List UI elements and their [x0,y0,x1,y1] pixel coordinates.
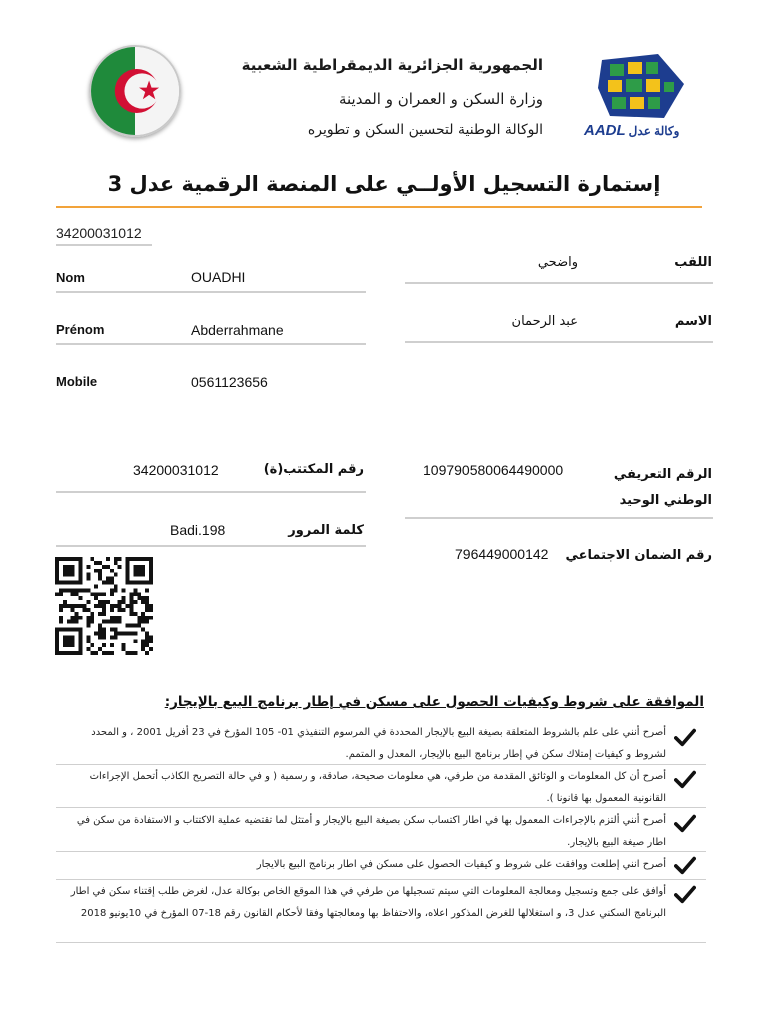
divider [405,341,713,343]
term-item-1 [56,722,706,766]
divider [56,942,706,943]
field-value-password: Badi.198 [170,522,226,538]
algeria-flag-icon [89,45,181,137]
divider [405,517,713,519]
term-text: أصرح أنني ألتزم بالإجراءات المعمول بها في اطار اكتساب سكن بصيغة البيع بالإيجار و أمتثل لما تقتضيه عملية الاكتتاب و الاستفادة من سكن في اطار صيغة البيع بالإيجار. [76,815,666,848]
checkmark-icon [674,812,696,834]
qr-code-icon [55,557,153,655]
field-label-mobile: Mobile [56,374,98,389]
divider [56,291,366,293]
divider [56,244,152,246]
title-divider [56,206,702,208]
field-value-nom: OUADHI [191,269,246,285]
checkmark-icon [674,883,696,905]
field-value-laqab: واضحي [537,255,578,270]
form-title: إستمارة التسجيل الأولــي على المنصة الرقمية عدل 3 [107,172,661,196]
field-value-prenom: Abderrahmane [191,322,284,338]
divider [56,764,706,765]
divider [56,851,706,852]
registration-number: 34200031012 [56,225,142,241]
aadl-latin: AADL [584,122,626,139]
field-value-mobile: 0561123656 [191,374,268,390]
term-text: أصرح أن كل المعلومات و الوثائق المقدمة من طرفي، هي معلومات صحيحة، صادقة، و رسمية ( و في حالة التصريح الكاذب أتحمل الإجراءات القانونية المعمول بها قانونا ). [89,771,666,804]
term-text: أصرح انني إطلعت ووافقت على شروط و كيفيات الحصول على مسكن في اطار برنامج البيع بالايجار [256,859,666,870]
divider [56,343,366,345]
terms-title: الموافقة على شروط وكيفيات الحصول على مسكن في إطار برنامج البيع بالإيجار: [164,694,704,710]
header-agency: الوكالة الوطنية لتحسين السكن و تطويره [307,122,543,138]
term-item-2 [56,766,706,808]
field-value-social-security: 796449000142 [455,546,549,562]
field-label-nin: الرقم التعريفي الوطني الوحيد [613,467,712,508]
field-value-subscriber: 34200031012 [133,462,219,478]
field-value-ism: عبد الرحمان [511,314,578,329]
field-label-laqab: اللقب [674,255,712,270]
field-label-password: كلمة المرور [288,523,364,538]
divider [56,807,706,808]
field-label-ism: الاسم [674,314,712,329]
aadl-arabic: وكالة عدل [628,124,680,138]
checkmark-icon [674,726,696,748]
header-ministry: وزارة السكن و العمران و المدينة [338,90,543,108]
field-label-nom: Nom [56,270,85,285]
aadl-logo-text [584,122,679,139]
field-label-prenom: Prénom [56,322,105,337]
checkmark-icon [674,768,696,790]
divider [56,545,366,547]
field-label-subscriber: رقم المكتتب(ة) [263,462,364,477]
term-item-4 [56,854,706,880]
divider [56,879,706,880]
divider [56,491,366,493]
term-text: أوافق على جمع وتسجيل ومعالجة المعلومات التي سيتم تسجيلها من طرفي في هذا الموقع الخاص بوكالة عدل، لغرض طلب إقتناء سكن في اطار البرنامج السكني عدل 3، و استغلالها للغرض المذكور اعلاه، والاحتفاظ بها ومعالجتها وفقا لأحكام القانون رقم 18-07 المؤرخ في 10يونيو 2018 [70,886,666,919]
header-republic: الجمهورية الجزائرية الديمقراطية الشعبية [241,56,543,74]
field-label-social-security: رقم الضمان الاجتماعي [565,548,712,563]
term-text: أصرح أنني على علم بالشروط المتعلقة بصيغة البيع بالإيجار المحددة في المرسوم التنفيذي 01- 105 المؤرخ في 23 أفريل 2001 ، و المحدد لشروط و كيفيات إمتلاك سكن في إطار برنامج البيع بالإيجار، المعدل و المتمم. [91,727,666,760]
term-item-3 [56,810,706,852]
divider [405,282,713,284]
checkmark-icon [674,854,696,876]
field-value-nin: 109790580064490000 [423,462,564,478]
term-item-5 [56,881,706,943]
